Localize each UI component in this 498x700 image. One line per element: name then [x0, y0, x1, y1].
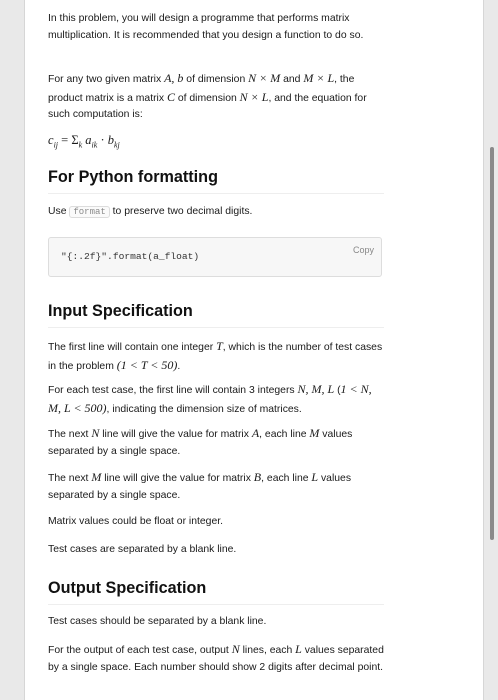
input-p3-text-4: values separated by a single space.	[48, 429, 353, 457]
problem-page	[24, 0, 484, 700]
intro-paragraph: In this problem, you will design a programme that performs matrix multiplication. It is recommended that you design a function to do so.	[48, 13, 364, 41]
tip-after-text: to preserve two decimal digits.	[109, 206, 253, 217]
definition-math-nl: N × L	[239, 89, 269, 104]
input-spec-paragraph-1	[48, 338, 384, 375]
formula-sum-sub: k	[78, 140, 83, 150]
format-code-block	[48, 237, 382, 277]
python-formatting-heading: For Python formatting	[48, 168, 384, 194]
input-p4-text-1: The next	[48, 473, 92, 484]
output-p2-math-n: N	[231, 642, 240, 656]
input-spec-paragraph-6: Test cases are separated by a blank line.	[48, 544, 237, 555]
input-p4-math-b: B	[253, 470, 262, 484]
output-spec-paragraph-2	[48, 641, 384, 676]
input-specification-heading: Input Specification	[48, 302, 384, 328]
definition-math-nm: N × M	[248, 71, 281, 85]
definition-math-c: C	[166, 89, 175, 104]
output-specification-heading: Output Specification	[48, 579, 384, 605]
formula-lhs: c	[48, 133, 54, 147]
input-spec-paragraph-3	[48, 425, 384, 460]
definition-text-1: For any two given matrix	[48, 74, 165, 85]
input-p1-text-1: The first line will contain one integer	[48, 342, 217, 353]
input-p3-math-m: M	[309, 426, 320, 440]
formula-sum: Σ	[71, 133, 79, 147]
definition-text-6: , and the equation for such computation is:	[48, 92, 367, 120]
input-p2-text-2: (	[334, 385, 341, 396]
formula-dot: ·	[97, 133, 108, 147]
formula-lhs-sub: ij	[53, 140, 59, 150]
input-spec-paragraph-4	[48, 469, 384, 504]
input-p4-text-4: values separated by a single space.	[48, 473, 352, 501]
copy-button[interactable]: Copy	[352, 245, 374, 255]
formula-a-sub: ik	[91, 140, 98, 150]
format-code-snippet: "{:.2f}".format(a_float)	[61, 251, 200, 262]
output-p2-text-3: values separated by a single space. Each number should show 2 digits after decimal point.	[48, 645, 384, 673]
definition-math-ab: A, b	[164, 71, 184, 85]
definition-text-5: of dimension	[174, 92, 240, 104]
output-spec-paragraph-1: Test cases should be separated by a blank line.	[48, 616, 267, 627]
formula-equals: =	[58, 133, 72, 147]
input-p4-math-m: M	[91, 470, 102, 484]
formula-b: b	[107, 133, 114, 147]
input-p2-math-nml: N, M, L	[297, 382, 335, 396]
matrix-product-formula	[48, 133, 120, 150]
output-p2-text-2: lines, each	[239, 645, 296, 656]
definition-text-4: , the product matrix is a matrix	[48, 74, 355, 104]
definition-paragraph	[48, 70, 384, 124]
input-p1-text-3: .	[177, 360, 181, 372]
tip-use-text: Use	[48, 206, 70, 217]
input-p3-text-3: , each line	[259, 429, 310, 440]
input-p4-text-2: line will give the value for matrix	[101, 473, 254, 484]
input-p2-text-3: , indicating the dimension size of matrices.	[106, 403, 302, 415]
input-p1-math-range: (1 < T < 50)	[116, 357, 178, 372]
input-p4-math-l: L	[311, 470, 319, 484]
input-p3-text-2: line will give the value for matrix	[99, 429, 252, 440]
definition-text-3: and	[280, 74, 304, 85]
input-p3-math-n: N	[91, 426, 100, 440]
definition-math-ml: M × L	[303, 71, 335, 85]
input-p3-math-a: A	[251, 426, 260, 440]
input-p2-math-range: 1 < N, M, L < 500)	[48, 382, 372, 415]
python-format-tip	[48, 204, 384, 221]
output-p2-math-l: L	[295, 642, 302, 656]
input-spec-paragraph-2	[48, 381, 384, 418]
formula-a: a	[82, 133, 92, 147]
vertical-scrollbar[interactable]	[490, 147, 494, 540]
input-spec-paragraph-5: Matrix values could be float or integer.	[48, 516, 224, 527]
output-p2-text-1: For the output of each test case, output	[48, 645, 232, 656]
input-p3-text-1: The next	[48, 429, 92, 440]
definition-text-2: of dimension	[183, 74, 249, 85]
input-p2-text-1: For each test case, the first line will contain 3 integers	[48, 385, 298, 396]
input-p4-text-3: , each line	[261, 473, 312, 484]
format-inline-code: format	[69, 206, 109, 218]
input-p1-text-2: , which is the number of test cases in the problem	[48, 342, 383, 372]
formula-b-sub: kj	[114, 140, 120, 150]
input-p1-math-t: T	[216, 339, 223, 353]
